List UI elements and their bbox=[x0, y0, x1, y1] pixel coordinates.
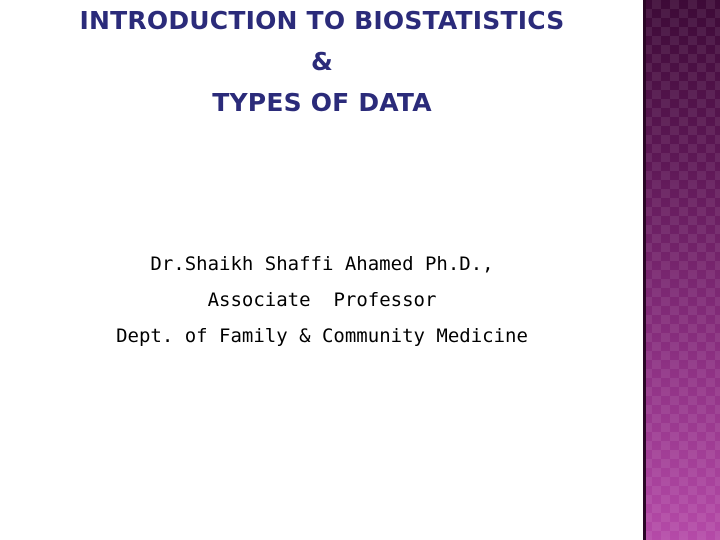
title-line-3: TYPES OF DATA bbox=[212, 88, 432, 117]
author-department: Dept. of Family & Community Medicine bbox=[116, 325, 528, 347]
author-info bbox=[0, 246, 644, 354]
author-name: Dr.Shaikh Shaffi Ahamed Ph.D., bbox=[150, 253, 494, 275]
title-line-1: INTRODUCTION TO BIOSTATISTICS bbox=[79, 6, 565, 35]
decorative-side-bar bbox=[643, 0, 720, 540]
author-position: Associate Professor bbox=[207, 289, 437, 311]
diamond-pattern bbox=[643, 0, 720, 540]
side-bar-edge bbox=[643, 0, 646, 540]
slide-title bbox=[0, 0, 644, 123]
title-line-2: & bbox=[310, 47, 333, 76]
